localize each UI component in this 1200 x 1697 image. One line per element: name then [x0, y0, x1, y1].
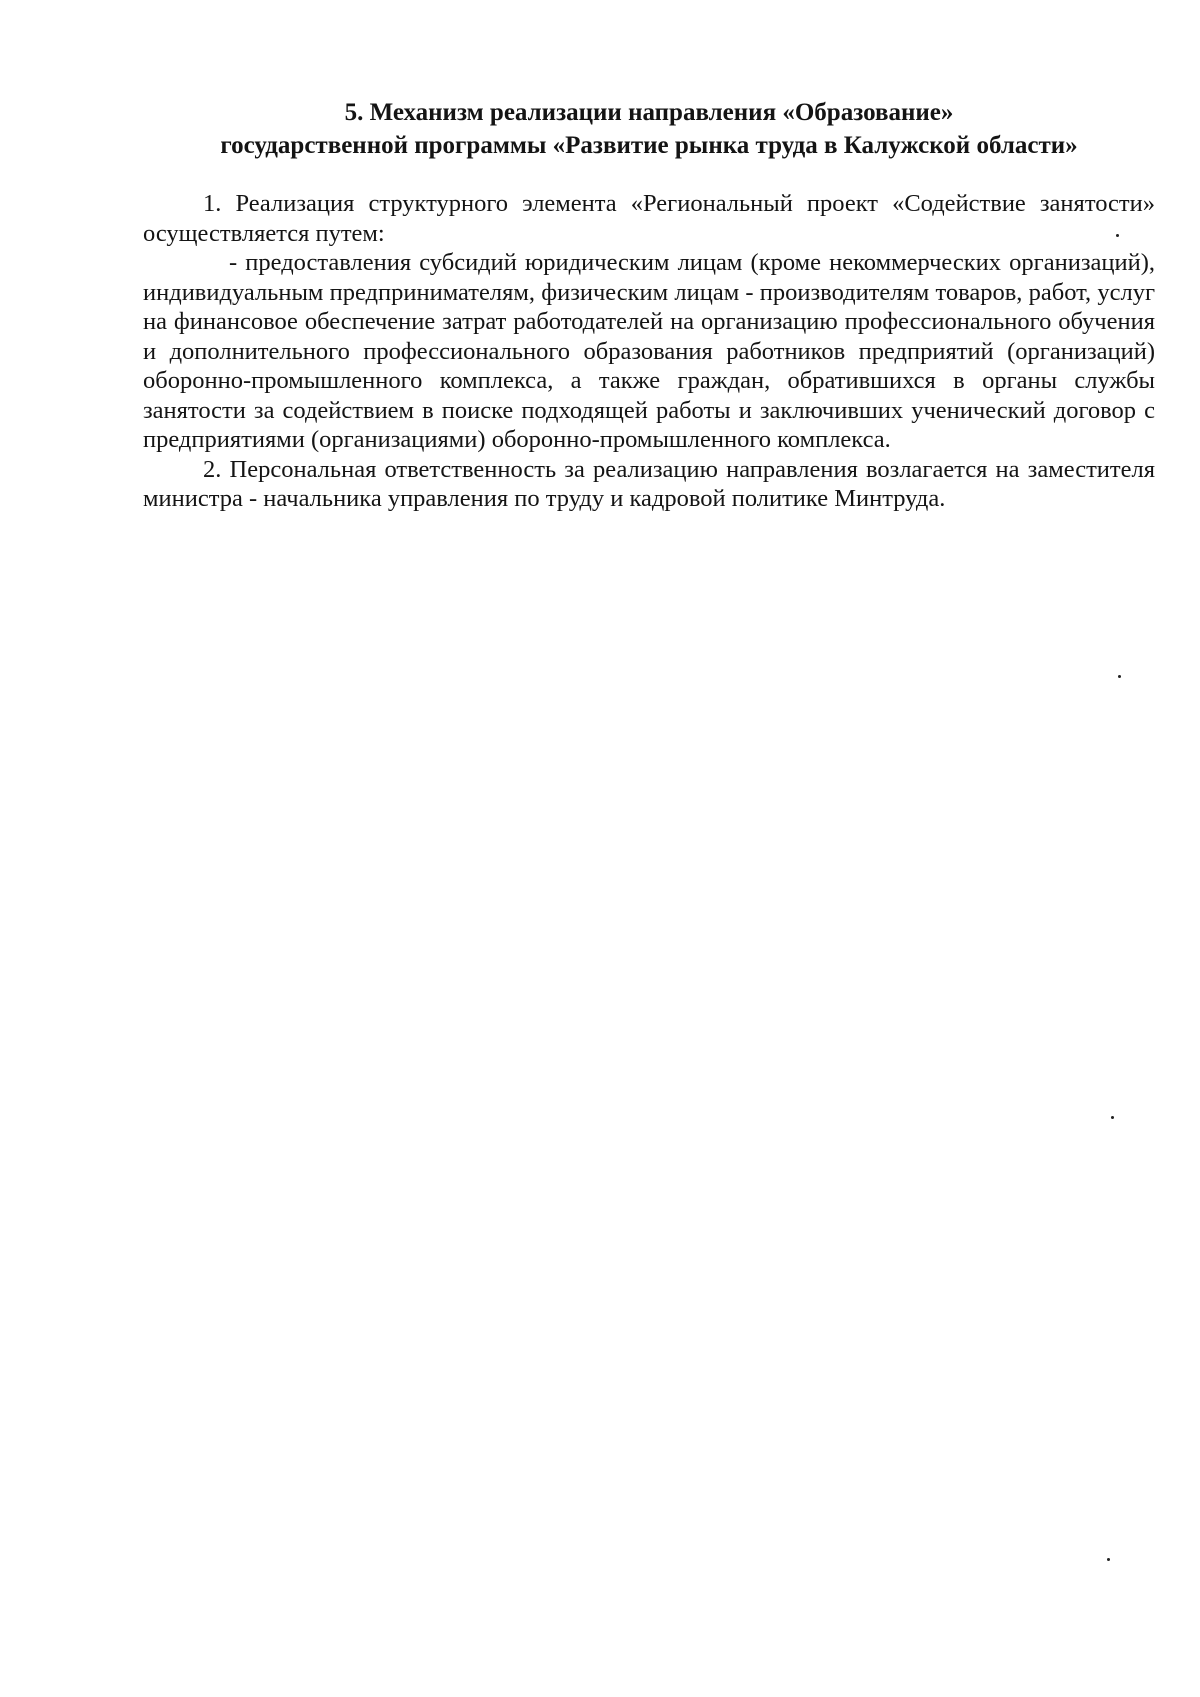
document-content [143, 96, 1155, 514]
paragraph-2: 2. Персональная ответственность за реализацию направления возлагается на заместителя министра - начальника управления по труду и кадровой политике Минтруда. [143, 455, 1155, 512]
section-title-line-2: государственной программы «Развитие рынка труда в Калужской области» [220, 132, 1078, 159]
scan-speck [1116, 234, 1119, 237]
scan-speck [1118, 675, 1121, 678]
paragraph-list-item: - предоставления субсидий юридическим лицам (кроме некоммерческих организаций), индивидуальным предпринимателям, физическим лицам - производителям товаров, работ, услуг на финансовое обеспечение затрат работодателей на организацию профессионального обучения и дополнительного профессионального образования работников предприятий (организаций) оборонно-промышленного комплекса, а также граждан, обратившихся в органы службы занятости за содействием в поиске подходящей работы и заключивших ученический договор с предприятиями (организациями) оборонно-промышленного комплекса. [143, 249, 1155, 453]
section-title-line-1: 5. Механизм реализации направления «Образование» [344, 99, 954, 126]
document-body [143, 189, 1155, 514]
paragraph-1: 1. Реализация структурного элемента «Региональный проект «Содействие занятости» осуществляется путем: [143, 190, 1155, 247]
section-title [143, 96, 1155, 162]
scan-speck [1107, 1558, 1110, 1561]
scan-speck [1111, 1116, 1114, 1119]
